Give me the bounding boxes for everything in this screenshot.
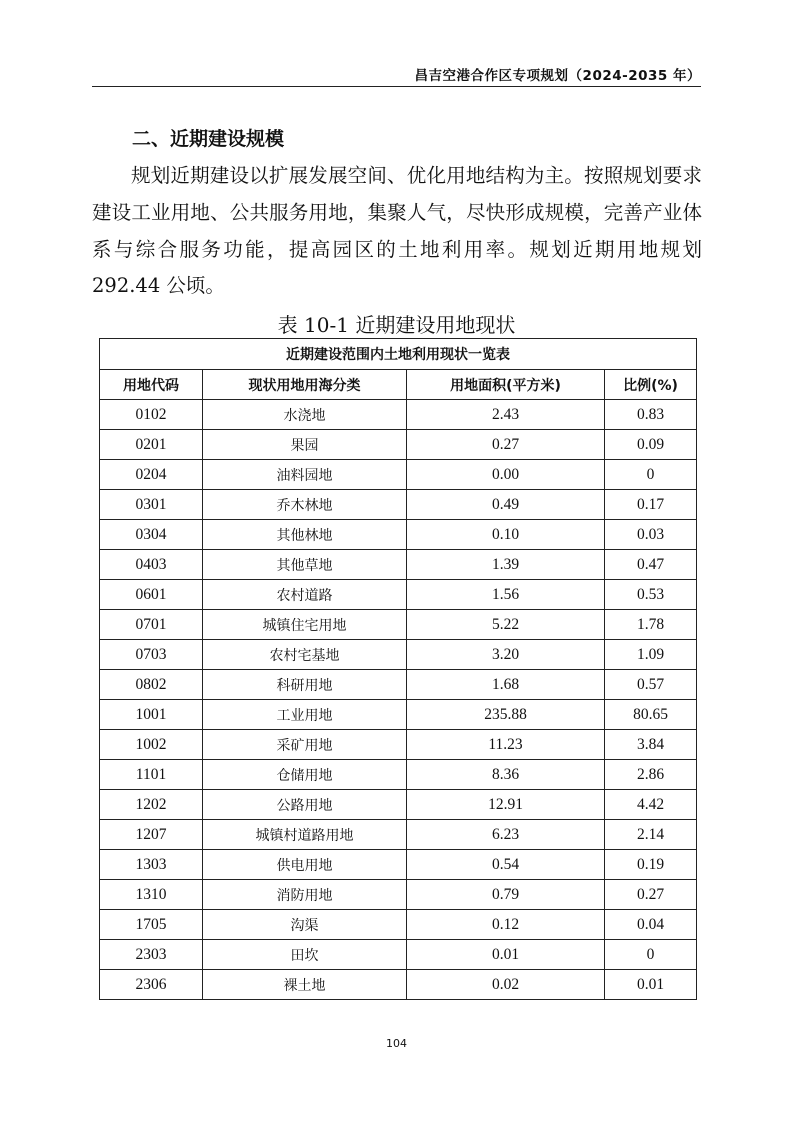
cell-ratio: 0.47 [605, 550, 697, 580]
cell-ratio: 0.04 [605, 910, 697, 940]
cell-area: 0.49 [407, 490, 605, 520]
cell-area: 6.23 [407, 820, 605, 850]
table-row [100, 970, 697, 1000]
cell-category: 裸土地 [203, 970, 407, 1000]
cell-ratio: 0 [605, 940, 697, 970]
cell-area: 0.00 [407, 460, 605, 490]
table-body [100, 400, 697, 1000]
table-row [100, 430, 697, 460]
cell-area: 1.39 [407, 550, 605, 580]
cell-ratio: 0.83 [605, 400, 697, 430]
cell-ratio: 1.78 [605, 610, 697, 640]
cell-area: 0.12 [407, 910, 605, 940]
cell-code: 2306 [100, 970, 203, 1000]
cell-ratio: 0.17 [605, 490, 697, 520]
cell-area: 5.22 [407, 610, 605, 640]
land-use-table [99, 338, 697, 1000]
cell-code: 0802 [100, 670, 203, 700]
cell-area: 0.10 [407, 520, 605, 550]
cell-ratio: 0.57 [605, 670, 697, 700]
cell-ratio: 0 [605, 460, 697, 490]
table-caption: 表 10-1 近期建设用地现状 [277, 313, 516, 337]
cell-area: 2.43 [407, 400, 605, 430]
table-row [100, 700, 697, 730]
cell-category: 城镇住宅用地 [203, 610, 407, 640]
cell-code: 0701 [100, 610, 203, 640]
section-heading: 二、近期建设规模 [132, 128, 285, 150]
table-row [100, 490, 697, 520]
page-number: 104 [386, 1037, 407, 1050]
running-header: 昌吉空港合作区专项规划（2024-2035 年） [414, 68, 701, 84]
cell-area: 8.36 [407, 760, 605, 790]
cell-code: 0601 [100, 580, 203, 610]
cell-area: 0.02 [407, 970, 605, 1000]
table-row [100, 400, 697, 430]
cell-area: 0.01 [407, 940, 605, 970]
cell-code: 1310 [100, 880, 203, 910]
table-row [100, 640, 697, 670]
cell-code: 0703 [100, 640, 203, 670]
cell-code: 1303 [100, 850, 203, 880]
cell-code: 1101 [100, 760, 203, 790]
cell-area: 0.27 [407, 430, 605, 460]
cell-code: 0201 [100, 430, 203, 460]
table-header-row [100, 370, 697, 400]
cell-code: 0102 [100, 400, 203, 430]
cell-ratio: 0.53 [605, 580, 697, 610]
table-row [100, 610, 697, 640]
cell-area: 0.54 [407, 850, 605, 880]
cell-ratio: 1.09 [605, 640, 697, 670]
cell-category: 田坎 [203, 940, 407, 970]
cell-area: 235.88 [407, 700, 605, 730]
table-row [100, 820, 697, 850]
cell-category: 消防用地 [203, 880, 407, 910]
table-row [100, 550, 697, 580]
table-row [100, 760, 697, 790]
cell-code: 1002 [100, 730, 203, 760]
cell-area: 3.20 [407, 640, 605, 670]
cell-category: 仓储用地 [203, 760, 407, 790]
cell-ratio: 2.14 [605, 820, 697, 850]
cell-category: 工业用地 [203, 700, 407, 730]
cell-code: 1207 [100, 820, 203, 850]
table-row [100, 580, 697, 610]
cell-category: 其他草地 [203, 550, 407, 580]
cell-code: 1202 [100, 790, 203, 820]
cell-area: 11.23 [407, 730, 605, 760]
cell-code: 1705 [100, 910, 203, 940]
column-header-area: 用地面积(平方米) [407, 370, 605, 400]
cell-code: 0301 [100, 490, 203, 520]
table-row [100, 730, 697, 760]
cell-category: 农村道路 [203, 580, 407, 610]
cell-category: 科研用地 [203, 670, 407, 700]
table-row [100, 910, 697, 940]
cell-ratio: 0.09 [605, 430, 697, 460]
cell-area: 0.79 [407, 880, 605, 910]
cell-ratio: 0.27 [605, 880, 697, 910]
cell-category: 油料园地 [203, 460, 407, 490]
body-paragraph: 规划近期建设以扩展发展空间、优化用地结构为主。按照规划要求建设工业用地、公共服务用地，集聚人气，尽快形成规模，完善产业体系与综合服务功能，提高园区的土地利用率。规划近期用地规划 292.44 公顷。 [92, 164, 702, 298]
table-row [100, 850, 697, 880]
cell-category: 沟渠 [203, 910, 407, 940]
table-title: 近期建设范围内土地利用现状一览表 [100, 339, 697, 370]
cell-ratio: 0.19 [605, 850, 697, 880]
cell-category: 果园 [203, 430, 407, 460]
cell-code: 0304 [100, 520, 203, 550]
table-row [100, 790, 697, 820]
table-row [100, 940, 697, 970]
cell-category: 农村宅基地 [203, 640, 407, 670]
column-header-category: 现状用地用海分类 [203, 370, 407, 400]
cell-area: 12.91 [407, 790, 605, 820]
cell-category: 采矿用地 [203, 730, 407, 760]
cell-category: 其他林地 [203, 520, 407, 550]
cell-category: 公路用地 [203, 790, 407, 820]
table-title-row [100, 339, 697, 370]
table-row [100, 880, 697, 910]
cell-area: 1.68 [407, 670, 605, 700]
cell-category: 水浇地 [203, 400, 407, 430]
cell-category: 供电用地 [203, 850, 407, 880]
cell-ratio: 4.42 [605, 790, 697, 820]
cell-ratio: 0.03 [605, 520, 697, 550]
table-row [100, 670, 697, 700]
cell-category: 城镇村道路用地 [203, 820, 407, 850]
header-rule [92, 86, 701, 87]
column-header-code: 用地代码 [100, 370, 203, 400]
cell-ratio: 0.01 [605, 970, 697, 1000]
cell-code: 0204 [100, 460, 203, 490]
cell-ratio: 80.65 [605, 700, 697, 730]
table-row [100, 520, 697, 550]
cell-code: 2303 [100, 940, 203, 970]
column-header-ratio: 比例(%) [605, 370, 697, 400]
cell-code: 0403 [100, 550, 203, 580]
cell-code: 1001 [100, 700, 203, 730]
cell-category: 乔木林地 [203, 490, 407, 520]
cell-area: 1.56 [407, 580, 605, 610]
table-row [100, 460, 697, 490]
cell-ratio: 3.84 [605, 730, 697, 760]
cell-ratio: 2.86 [605, 760, 697, 790]
